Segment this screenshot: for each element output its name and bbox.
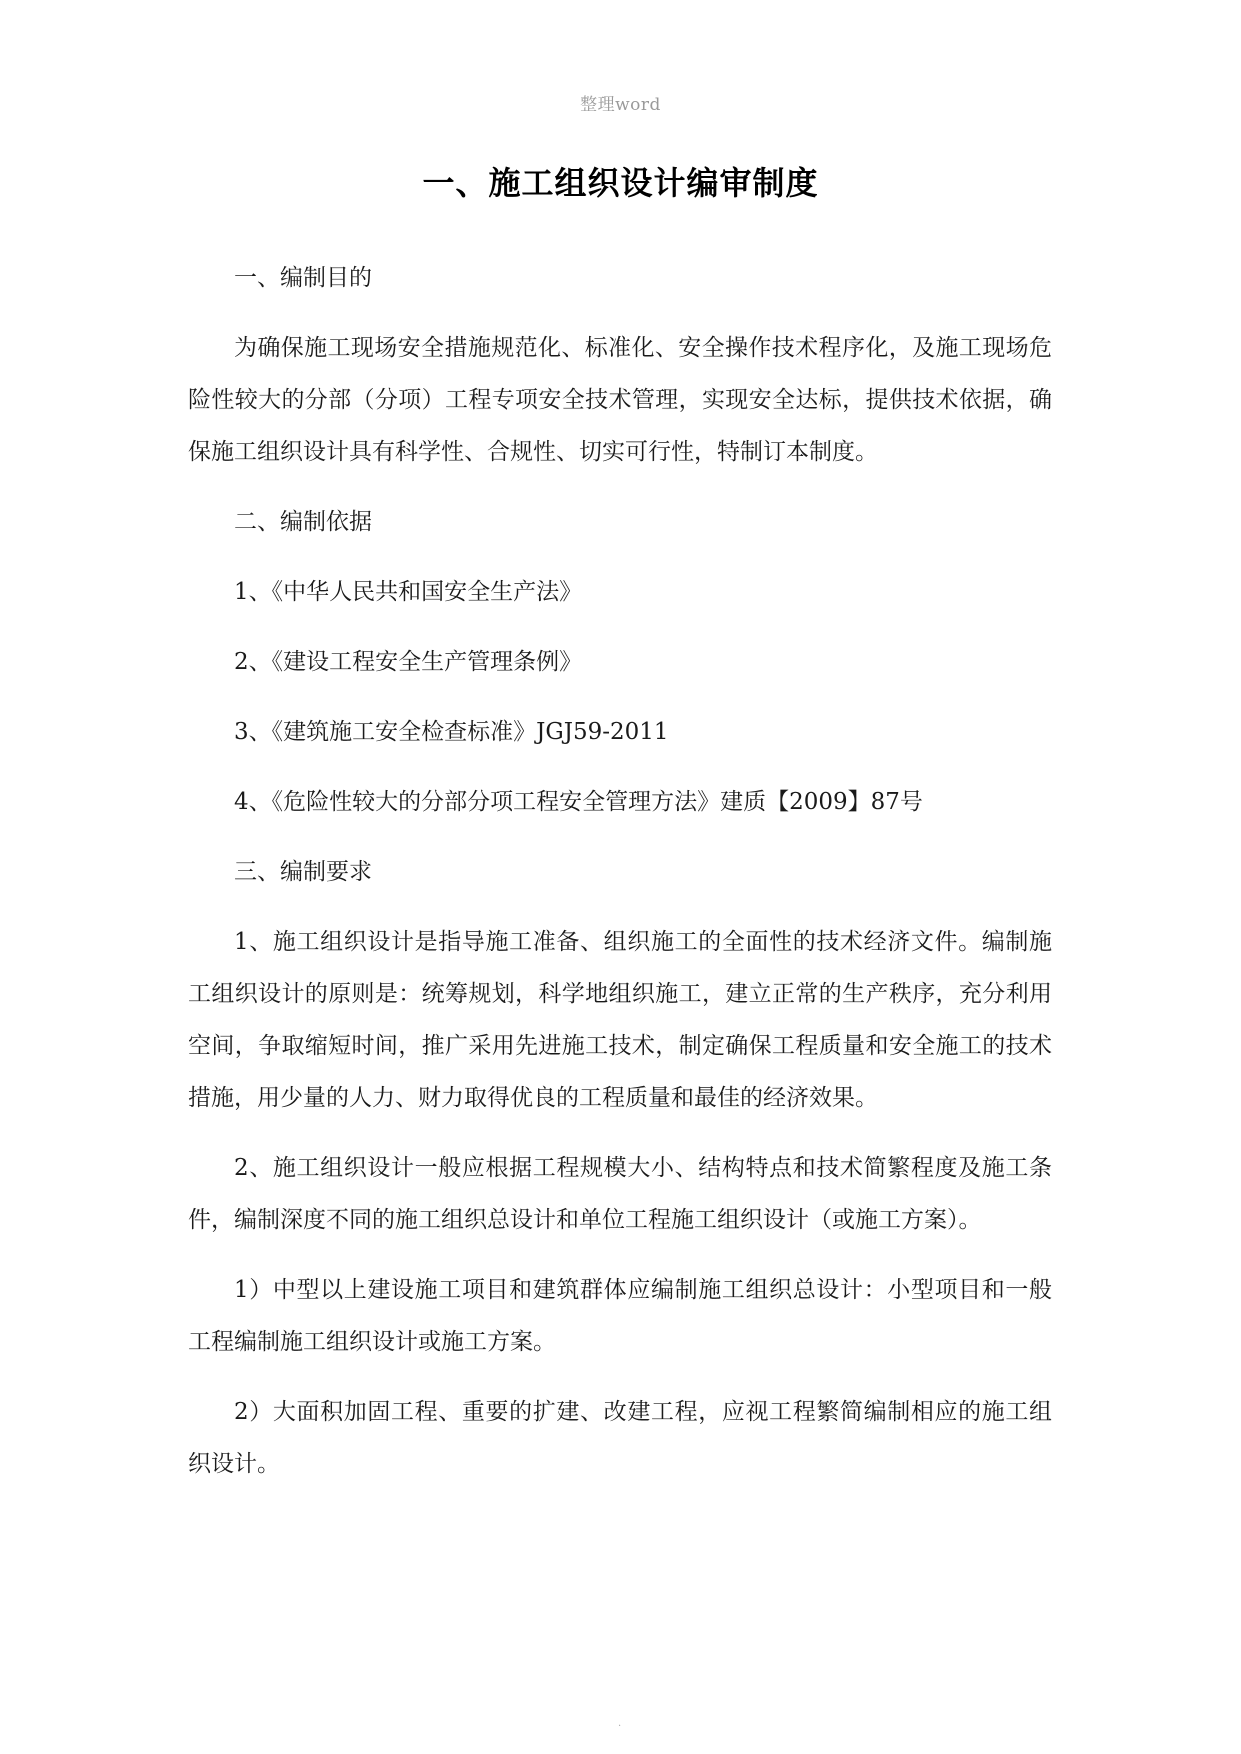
- requirements-paragraph: 1、施工组织设计是指导施工准备、组织施工的全面性的技术经济文件。编制施工组织设计的原则是：统筹规划，科学地组织施工，建立正常的生产秩序，充分利用空间，争取缩短时间，推广采用先进施工技术，制定确保工程质量和安全施工的技术措施，用少量的人力、财力取得优良的工程质量和最佳的经济效果。: [188, 929, 1052, 1111]
- basis-item: 1、《中华人民共和国安全生产法》: [234, 579, 583, 605]
- section-heading-purpose: 一、编制目的: [234, 265, 372, 291]
- page-footer-mark: .: [618, 1718, 622, 1729]
- section-heading-requirements: 三、编制要求: [234, 859, 372, 885]
- basis-item: 4、《危险性较大的分部分项工程安全管理方法》建质【2009】87号: [234, 789, 923, 815]
- section-heading-basis: 二、编制依据: [234, 509, 372, 535]
- requirements-paragraph: 2、施工组织设计一般应根据工程规模大小、结构特点和技术简繁程度及施工条件，编制深度不同的施工组织总设计和单位工程施工组织设计（或施工方案）。: [188, 1155, 1052, 1233]
- requirements-paragraph: 2）大面积加固工程、重要的扩建、改建工程，应视工程繁简编制相应的施工组织设计。: [188, 1399, 1052, 1477]
- document-title: 一、施工组织设计编审制度: [422, 164, 819, 202]
- page-header: 整理word: [580, 95, 661, 115]
- requirements-paragraph: 1）中型以上建设施工项目和建筑群体应编制施工组织总设计：小型项目和一般工程编制施工组织设计或施工方案。: [188, 1277, 1052, 1355]
- document-body: [188, 252, 1052, 1508]
- purpose-paragraph: 为确保施工现场安全措施规范化、标准化、安全操作技术程序化，及施工现场危险性较大的分部（分项）工程专项安全技术管理，实现安全达标，提供技术依据，确保施工组织设计具有科学性、合规性、切实可行性，特制订本制度。: [188, 335, 1052, 465]
- basis-item: 2、《建设工程安全生产管理条例》: [234, 649, 583, 675]
- basis-item: 3、《建筑施工安全检查标准》JGJ59-2011: [234, 719, 669, 745]
